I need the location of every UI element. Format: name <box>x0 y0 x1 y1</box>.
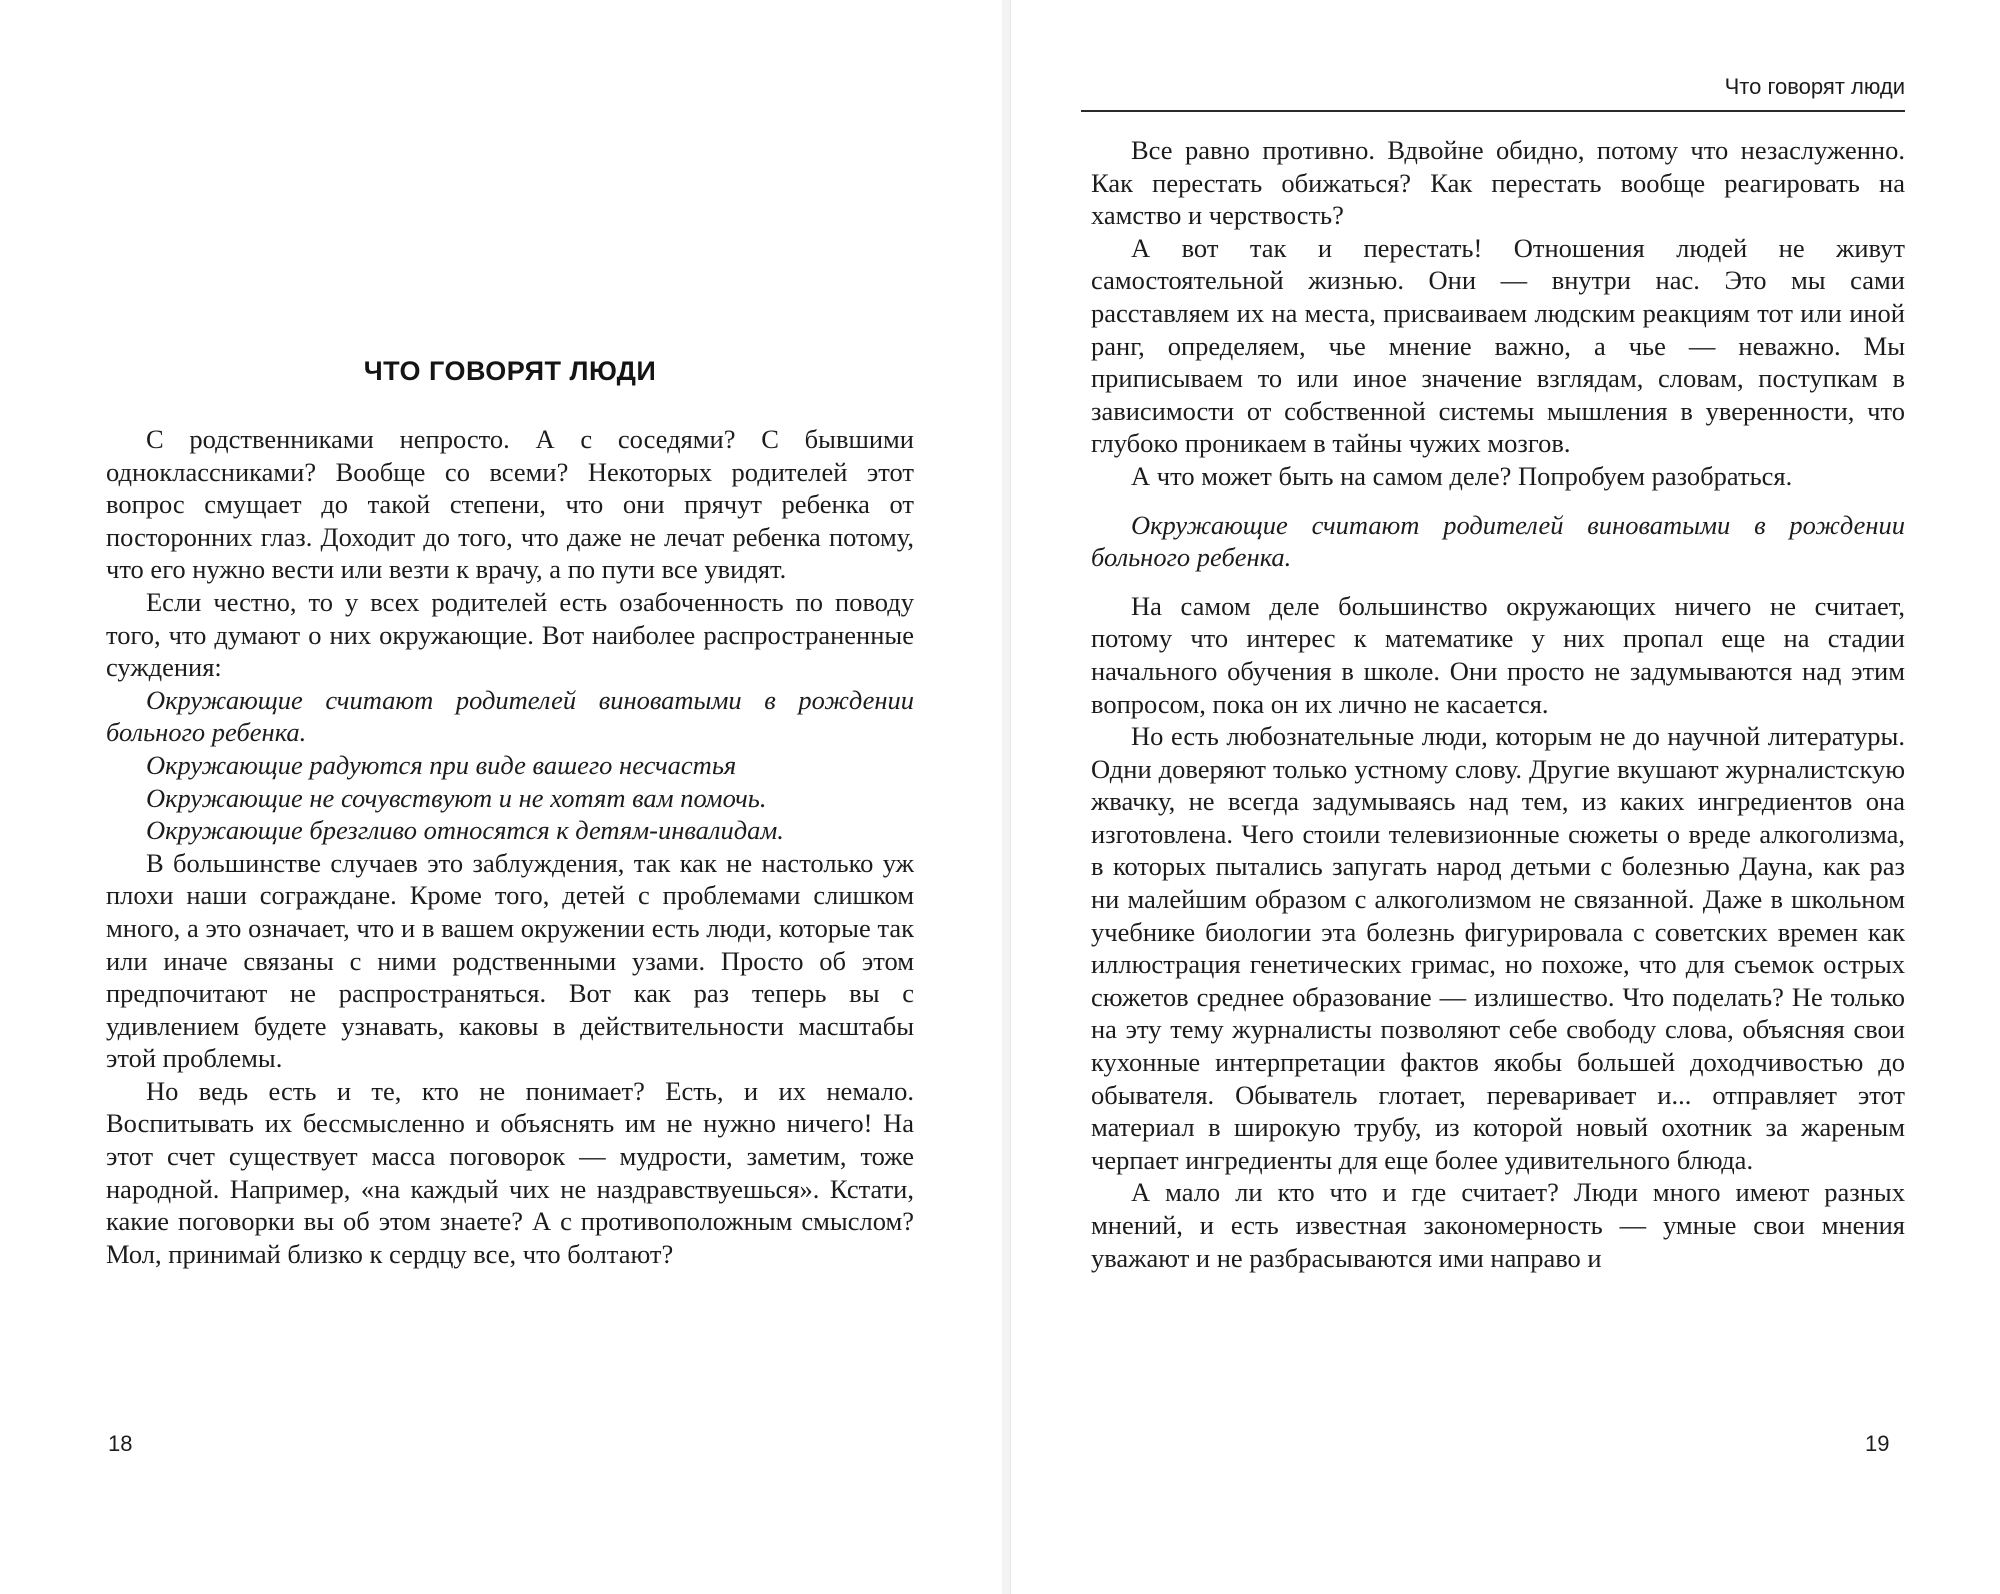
paragraph: Но есть любознательные люди, которым не до научной литературы. Одни доверяют только устному слову. Другие вкушают журналистскую жвачку, не всегда задумываясь над тем, из каких ингредиентов она изготовлена. Чего стоили телевизионные сюжеты о вреде алкоголизма, в которых пытались запугать народ детьми с болезнью Дауна, как раз ни малейшим образом с алкоголизмом не связанной. Даже в школьном учебнике биологии эта болезнь фигурировала с советских времен как иллюстрация генетических гримас, но похоже, что для съемок острых сюжетов среднее образование — излишество. Что поделать? Не только на эту тему журналисты позволяют себе свободу слова, объясняя свои кухонные интерпретации фактов якобы большей доходчивостью до обывателя. Обыватель глотает, переваривает и... отправляет этот материал в широкую трубу, из которой новый охотник за жареным черпает ингредиенты для еще более удивительного блюда. <box>1091 721 1905 1175</box>
paragraph: На самом деле большинство окружающих ничего не считает, потому что интерес к математике у них пропал еще на стадии начального обучения в школе. Они просто не задумываются над этим вопросом, пока он их лично не касается. <box>1091 590 1905 719</box>
paragraph: Если честно, то у всех родителей есть озабоченность по поводу того, что думают о них окружающие. Вот наиболее распространенные суждения: <box>106 586 914 683</box>
page-number: 18 <box>108 1431 133 1456</box>
italic-statement: Окружающие не сочувствуют и не хотят вам помочь. <box>146 782 767 813</box>
paragraph: Но ведь есть и те, кто не понимает? Есть, и их немало. Воспитывать их бессмысленно и объяснять им не нужно ничего! На этот счет существует масса поговорок — мудрости, заметим, тоже народной. Например, «на каждый чих не наздравствуешься». Кстати, какие поговорки вы об этом знаете? А с противоположным смыслом? Мол, принимай близко к сердцу все, что болтают? <box>106 1075 914 1269</box>
paragraph: А что может быть на самом деле? Попробуем разобраться. <box>1131 460 1793 491</box>
page-number: 19 <box>1865 1431 1890 1456</box>
book-gutter <box>1002 0 1010 1594</box>
chapter-title: ЧТО ГОВОРЯТ ЛЮДИ <box>363 356 657 386</box>
running-head: Что говорят люди <box>1081 74 1905 112</box>
paragraph: А мало ли кто что и где считает? Люди много имеют разных мнений, и есть известная закономерность — умные свои мнения уважают и не разбрасываются ими направо и <box>1091 1177 1905 1273</box>
italic-statement: Окружающие радуются при виде вашего несчастья <box>146 749 737 780</box>
right-page-text <box>1091 134 1905 1274</box>
italic-statement: Окружающие считают родителей виноватыми в рождении больного ребенка. <box>1091 509 1905 573</box>
paragraph: Все равно противно. Вдвойне обидно, потому что незаслуженно. Как перестать обижаться? Как перестать вообще реагировать на хамство и черствость? <box>1091 135 1905 231</box>
paragraph: С родственниками непросто. А с соседями? С бывшими одноклассниками? Вообще со всеми? Некоторых родителей этот вопрос смущает до такой степени, что они прячут ребенка от посторонних глаз. Доходит до того, что даже не лечат ребенка потому, что его нужно вести или везти к врачу, а по пути все увидят. <box>106 424 914 585</box>
left-page-text <box>106 423 914 1270</box>
italic-statement: Окружающие считают родителей виноватыми в рождении больного ребенка. <box>106 684 914 748</box>
paragraph: А вот так и перестать! Отношения людей не живут самостоятельной жизнью. Они — внутри нас. Это мы сами расставляем их на места, присваиваем людским реакциям тот или иной ранг, определяем, чье мнение важно, а чье — неважно. Мы приписываем то или иное значение взглядам, словам, поступкам в зависимости от собственной системы мышления в уверенности, что глубоко проникаем в тайны чужих мозгов. <box>1091 232 1905 459</box>
paragraph: В большинстве случаев это заблуждения, так как не настолько уж плохи наши сограждане. Кроме того, детей с проблемами слишком много, а это означает, что и в вашем окружении есть люди, которые так или иначе связаны с ними родственными узами. Просто об этом предпочитают не распространяться. Вот как раз теперь вы с удивлением будете узнавать, каковы в действительности масштабы этой проблемы. <box>106 847 914 1074</box>
italic-statement: Окружающие брезгливо относятся к детям-инвалидам. <box>146 815 784 846</box>
right-page <box>1010 0 2000 1594</box>
